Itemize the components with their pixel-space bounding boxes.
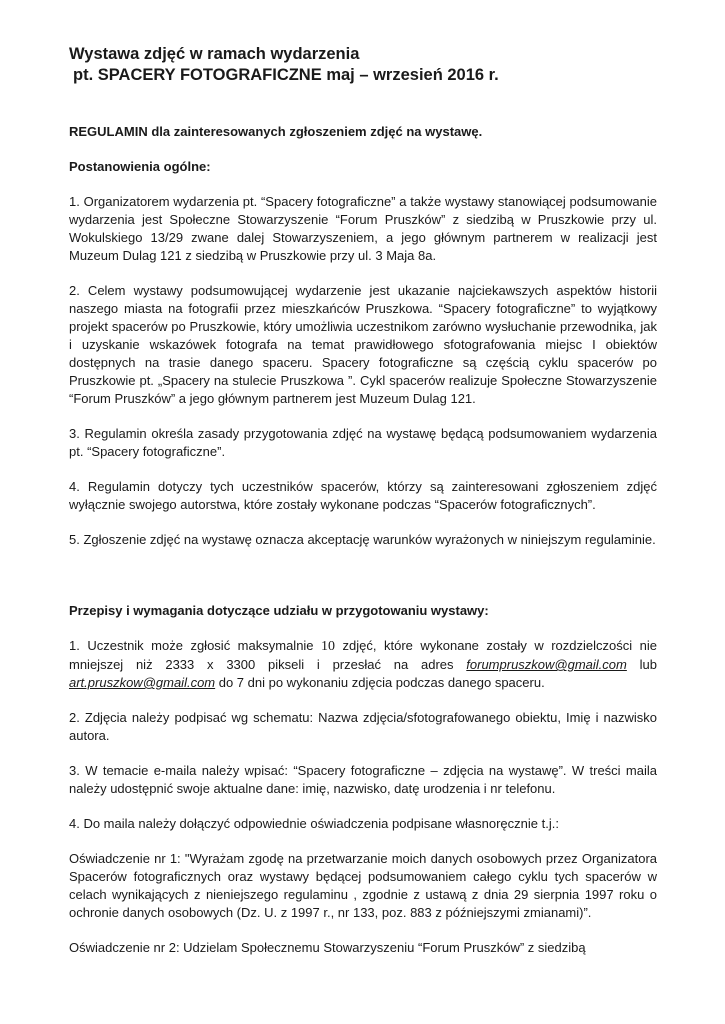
page-title bbox=[69, 44, 657, 86]
max-photos-number: 10 bbox=[321, 639, 336, 654]
email-link-art[interactable]: art.pruszkow@gmail.com bbox=[69, 675, 216, 690]
email-link-forum[interactable]: forumpruszkow@gmail.com bbox=[466, 657, 627, 672]
rules-p1-after: do 7 dni po wykonaniu zdjęcia podczas danego spaceru. bbox=[215, 675, 545, 690]
section-spacer bbox=[69, 566, 657, 602]
general-paragraph-5: 5. Zgłoszenie zdjęć na wystawę oznacza akceptację warunków wyrażonych w niniejszym regulaminie. bbox=[69, 532, 656, 547]
general-paragraph-3: 3. Regulamin określa zasady przygotowania zdjęć na wystawę będącą podsumowaniem wydarzenia pt. “Spacery fotograficzne”. bbox=[69, 426, 657, 459]
rules-p1-middle: zdjęć, które wykonane zostały w rozdzielczości nie mniejszej niż 2333 x 3300 pikseli i przesłać na adres bbox=[69, 638, 657, 672]
general-provisions-heading: Postanowienia ogólne: bbox=[69, 159, 211, 174]
title-line-2: pt. SPACERY FOTOGRAFICZNE maj – wrzesień 2016 r. bbox=[73, 66, 499, 84]
rules-paragraph-2: 2. Zdjęcia należy podpisać wg schematu: Nazwa zdjęcia/sfotografowanego obiektu, Imię i nazwisko autora. bbox=[69, 710, 657, 743]
rules-paragraph-4: 4. Do maila należy dołączyć odpowiednie oświadczenia podpisane własnoręcznie t.j.: bbox=[69, 816, 559, 831]
general-paragraph-4: 4. Regulamin dotyczy tych uczestników spacerów, którzy są zainteresowani zgłoszeniem zdjęć wyłącznie swojego autorstwa, które zostały wykonane podczas “Spacerów fotograficznych”. bbox=[69, 479, 657, 512]
declaration-2: Oświadczenie nr 2: Udzielam Społecznemu Stowarzyszeniu “Forum Pruszków” z siedzibą bbox=[69, 940, 586, 955]
rules-paragraph-3: 3. W temacie e-maila należy wpisać: “Spacery fotograficzne – zdjęcia na wystawę”. W treści maila należy udostępnić swoje aktualne dane: imię, nazwisko, datę urodzenia i nr telefonu. bbox=[69, 763, 657, 796]
rules-paragraph-1 bbox=[69, 637, 657, 692]
regulamin-heading: REGULAMIN dla zainteresowanych zgłoszeniem zdjęć na wystawę. bbox=[69, 124, 483, 139]
document-page bbox=[69, 44, 657, 974]
rules-heading: Przepisy i wymagania dotyczące udziału w przygotowaniu wystawy: bbox=[69, 603, 489, 618]
general-paragraph-2: 2. Celem wystawy podsumowującej wydarzenie jest ukazanie najciekawszych aspektów historii naszego miasta na fotografii przez mieszkańców Pruszkowa. “Spacery fotograficzne” to wyjątkowy projekt spacerów po Pruszkowie, który umożliwia uczestnikom zarówno wysłuchanie przewodnika, jak i uzyskanie wskazówek fotografa na temat prawidłowego sfotografowania miejsc I obiektów dostępnych na trasie danego spaceru. Spacery fotograficzne są częścią cyklu spacerów po Pruszkowie pt. „Spacery na stulecie Pruszkowa ”. Cykl spacerów realizuje Społeczne Stowarzyszenie “Forum Pruszków” a jego głównym partnerem jest Muzeum Dulag 121. bbox=[69, 283, 657, 406]
rules-p1-before: 1. Uczestnik może zgłosić maksymalnie bbox=[69, 638, 322, 653]
declaration-1: Oświadczenie nr 1: "Wyrażam zgodę na przetwarzanie moich danych osobowych przez Organizatora Spacerów fotograficznych oraz wystawy będącej podsumowaniem całego cyklu tych spacerów w celach wynikających z nieniejszego regulaminu , zgodnie z ustawą z dnia 29 sierpnia 1997 roku o ochronie danych osobowych (Dz. U. z 1997 r., nr 133, poz. 883 z późniejszymi zmianami)”. bbox=[69, 851, 657, 920]
general-paragraph-1: 1. Organizatorem wydarzenia pt. “Spacery fotograficzne” a także wystawy stanowiącej podsumowanie wydarzenia jest Społeczne Stowarzyszenie “Forum Pruszków” z siedzibą w Pruszkowie przy ul. Wokulskiego 13/29 zwane dalej Stowarzyszeniem, a jego głównym partnerem w realizacji jest Muzeum Dulag 121 z siedzibą w Pruszkowie przy ul. 3 Maja 8a. bbox=[69, 194, 657, 263]
title-line-1: Wystawa zdjęć w ramach wydarzenia bbox=[69, 45, 360, 63]
rules-p1-lub: lub bbox=[626, 657, 657, 672]
